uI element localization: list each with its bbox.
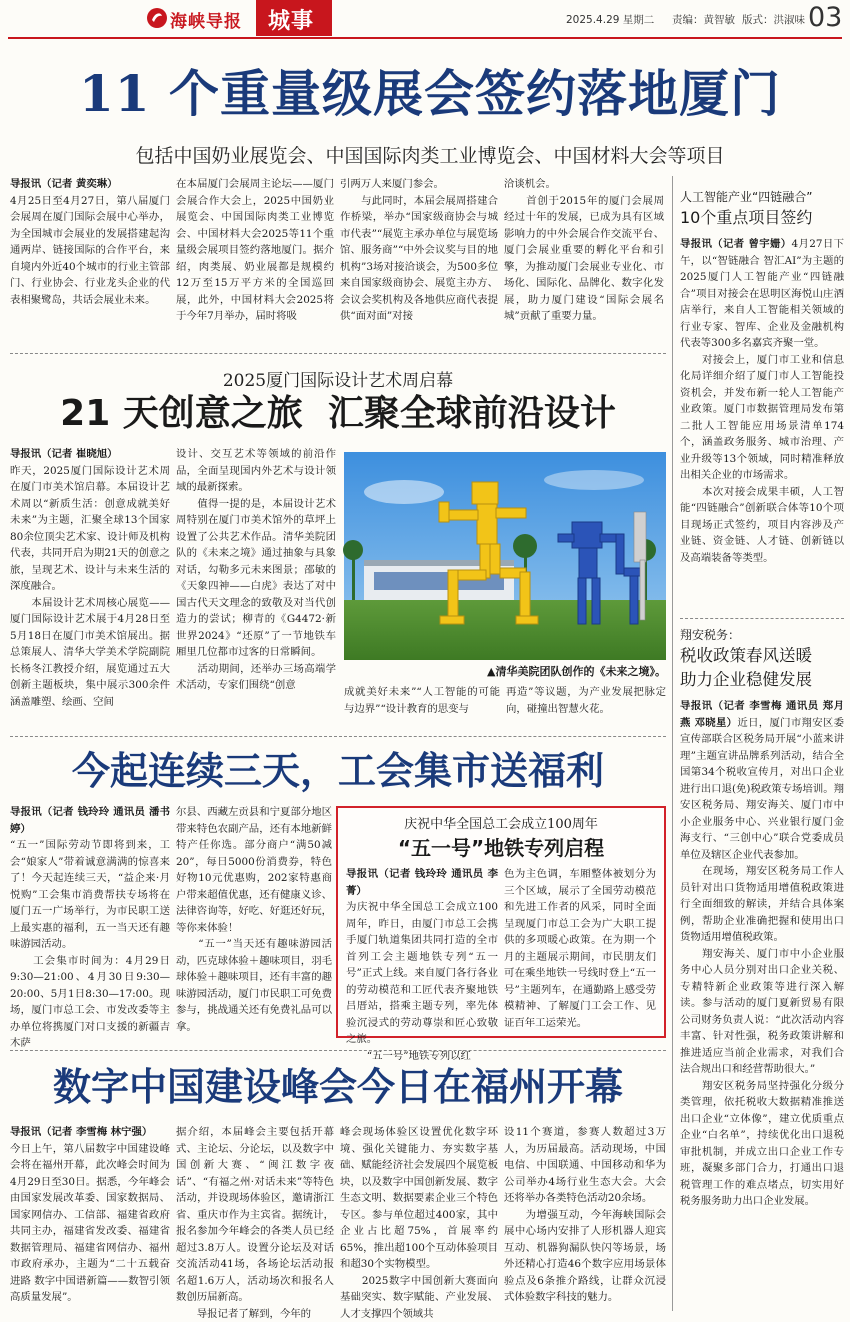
story2-kicker: 2025厦门国际设计艺术周启幕 bbox=[222, 371, 454, 391]
box-kicker: 庆祝中华全国总工会成立100周年 bbox=[404, 817, 598, 832]
sidebar-divider bbox=[672, 176, 673, 1311]
masthead-rule bbox=[8, 37, 842, 39]
box-col2: 色为主色调，车厢整体被划分为三个区域，展示了全国劳动模范和先进工作者的风采，同时全面呈现厦门市总工会为广大职工提供的多项暖心政策。在为期一个月的主题展示期间，市民朋友们可在乘坐地铁一号线时登上“五一号”主题列车，在通勤路上感受劳模精神、了解厦门工会工作、见证百年工运荣光。 bbox=[504, 868, 656, 1029]
sidebar1-headline: 10个重点项目签约 bbox=[680, 208, 813, 227]
sidebar2-headline-1: 税收政策春风送暖 bbox=[680, 646, 812, 665]
sidebar1-kicker: 人工智能产业“四链融合” bbox=[680, 190, 813, 204]
sidebar2-kicker: 翔安税务： bbox=[680, 628, 741, 642]
story1-col4: 洽谈机会。 首创于2015年的厦门会展周经过十年的发展，已成为具有区域影响力的中外会展合作交流平台、厦门会展业重要的孵化平台和引擎，为推动厦门会展业专业化、市场化、国际化、品牌化、数字化发展，助力厦门建设“国际会展名城”贡献了重要力量。 bbox=[504, 178, 664, 322]
story2-col3: 成就美好未来”“人工智能的可能与边界”“设计教育的思变与 bbox=[344, 686, 500, 715]
story3-col2: 尔县、西藏左贡县和宁夏部分地区带来特色农副产品，还有本地新鲜特产任你选。部分商户“满50减20”，每日5000份消费券，特色好物10元优惠购，202家特惠商户带来超值优惠，还有健康义诊、法律咨询等，好吃、好逛还好玩，等你来体验！ “五一”当天还有趣味游园活动，匹克球体验＋趣味项目，羽毛球体验＋趣味项目，还有丰富的趣味游园活动，厦门市民职工可免费参与，挑战通关还有免费礼品可以拿。 bbox=[176, 806, 332, 1033]
story2-headline: 21 天创意之旅 汇聚全球前沿设计 bbox=[60, 393, 616, 434]
story4-col2: 据介绍，本届峰会主要包括开幕式、主论坛、分论坛，以及数字中国创新大赛、“闽江数字夜话”、“有福之州·对话未来”等特色活动，并设现场体验区，邀请浙江省、重庆市作为主宾省。据统计，报名参加今年峰会的各类人员已经超过3.8万人。设置分论坛及对话交流活动41场，各场论坛活动报名超1.6万人，活动场次和报名人数创历届新高。 导报记者了解到，今年的 bbox=[176, 1126, 334, 1320]
story2-col4: 再造”等议题，为产业发展把脉定向，碰撞出智慧火花。 bbox=[506, 686, 666, 715]
story2-col1: 导报讯（记者 崔晓旭） 昨天，2025厦门国际设计艺术周在厦门市美术馆启幕。本届设计艺术周以“新质生活：创意成就美好未来”为主题，汇聚全球13个国家80余位顶尖艺术家、设计师及机构代表，共同开启为期21天的创意之旅，呈现艺术、设计与未来生活的深度融合。 本届设计艺术周核心展览——厦门国际设计艺术展于4月28日至5月18日在厦门市美术馆展出。据总策展人、清华大学美术学院副院长杨冬江教授介绍，展览通过五大创新主题板块，集中展示300余件涵盖雕塑、绘画、空间 bbox=[10, 448, 170, 708]
divider-2 bbox=[10, 736, 666, 737]
box-col1: 导报讯（记者 钱玲玲 通讯员 李菁） 为庆祝中华全国总工会成立100周年，昨日，由厦门市总工会携手厦门轨道集团共同打造的全市首列工会主题地铁专列“五一号”正式上线。来自厦门各行各业的劳动模范和工匠代表齐聚地铁吕厝站，搭乘主题专列，率先体验沉浸式的劳动尊崇和匠心致敬之旅。 “五一号”地铁专列以红 bbox=[346, 868, 498, 1062]
divider-3 bbox=[10, 1050, 666, 1051]
section-tab bbox=[256, 0, 332, 36]
paper-name: 海峡导报 bbox=[170, 12, 242, 32]
story4-col3: 峰会现场体验区设置优化数字环境、强化关键能力、夯实数字基础、赋能经济社会发展四个展览板块，以及数字中国创新发展、数字生态文明、数据要素企业三个特色专区。参与单位超过400家，其中企业占比超75%，首展率约65%，推出超100个互动体验项目和超30个实物模型。 2025数字中国创新大赛面向基础突实、数字赋能、产业发展、人才支撑四个领域共 bbox=[340, 1126, 498, 1320]
union-metro-box bbox=[336, 806, 666, 1062]
sidebar1-body: 导报讯（记者 曾宇姗）4月27日下午，以“智链融合 智汇AI”为主题的2025厦门人工智能产业“四链融合”项目对接会在思明区海悦山庄酒店举行，来自人工智能相关领域的行业专家、智库、企业及金融机构代表等300多名嘉宾齐聚一堂。 对接会上，厦门市工业和信息化局详细介绍了厦门市人工智能投资机会，并发布新一轮人工智能产业政策。厦门市数据管理局发布第二批人工智能应用场景清单174个，涵盖政务服务、城市治理、产业升级等13个领域，同时精准释放出相关企业的市场需求。 本次对接会成果丰硕，人工智能“四链融合”创新联合体等10个项目现场正式签约，项目内容涉及产业链、资金链、人才链、创新链以及高端装备等类型。 bbox=[680, 238, 844, 564]
story3-col1: 导报讯（记者 钱玲玲 通讯员 潘书婷） “五一”国际劳动节即将到来，工会“娘家人”带着诚意满满的惊喜来了！今天起连续三天，“益企来·月悦购”工会集市消费帮扶专场将在厦门五一广场举行，为市民职工送上最实惠的福利，五一当天还有趣味游园活动。 工会集市时间为：4月29日9:30—21:00、4月30日9:30—20:00、5月1日8:30—17:00。现场，厦门市总工会、市发改委等主办单位将携厦门对口支援的新疆吉木萨 bbox=[10, 806, 170, 1049]
story2-byline: 导报讯（记者 崔晓旭） bbox=[10, 448, 118, 460]
sculpture-photo bbox=[344, 452, 666, 660]
story1-byline: 导报讯（记者 黄奕琳） bbox=[10, 178, 118, 190]
story1-col3: 引两万人来厦门参会。 与此同时，本届会展周搭建合作桥梁，举办“国家级商协会与城市代表”“展览主承办单位与展览场馆、服务商”“中外会议奖与目的地机构”3场对接洽谈会，为500多位来自国家级商协会、展览主办方、会议会奖机构及各地供应商代表提供“面对面”对接 bbox=[340, 178, 498, 322]
story4-col1: 导报讯（记者 李雪梅 林宁强） 今日上午，第八届数字中国建设峰会将在福州开幕，此次峰会时间为4月29日至30日。据悉，今年峰会由国家发展改革委、国家数据局、国家网信办、工信部、福建省政府共同主办，福建省发改委、福建省数据管理局、福建省网信办、福州市政府承办，主题为“二十五载奋进路 数字中国谱新篇——数智引领高质量发展”。 bbox=[10, 1126, 170, 1303]
divider-1 bbox=[10, 353, 666, 354]
issue-date: 2025.4.29 星期二 bbox=[566, 14, 655, 26]
sidebar2-headline-2: 助力企业稳健发展 bbox=[680, 670, 812, 689]
sidebar-divider-h bbox=[680, 618, 844, 619]
story1-col2: 在本届厦门会展周主论坛——厦门会展合作大会上，2025中国奶业展览会、中国国际肉类工业博览会、中国材料大会2025等11个重量级会展项目签约落地厦门。据介绍，肉类展、奶业展都是规模约12万至15万平方米的全国巡回展，此外，中国材料大会2025将于今年7月举办，届时将吸 bbox=[176, 178, 334, 322]
photo-caption: ▲清华美院团队创作的《未来之境》。 bbox=[487, 665, 666, 678]
story1-col1: 导报讯（记者 黄奕琳） 4月25日至4月27日，第八届厦门会展周在厦门国际会展中心举办，为全国城市会展业的发展搭建起沟通两岸、链接国际的合作平台，来自境内外近40个城市的行业主管部门、行业协会、行业龙头企业的代表相聚鹭岛，共话会展业未来。 bbox=[10, 178, 170, 306]
editor-credit: 责编：黄智敏 bbox=[672, 14, 735, 26]
story4-headline: 数字中国建设峰会今日在福州开幕 bbox=[52, 1065, 623, 1109]
sculpture-photo-image bbox=[344, 452, 666, 660]
box-headline: “五一号”地铁专列启程 bbox=[397, 836, 605, 860]
page-number: 03 bbox=[808, 2, 843, 33]
layout-credit: 版式：洪淑味 bbox=[742, 14, 805, 26]
story2-col2: 设计、交互艺术等领域的前沿作品，全面呈现国内外艺术与设计领域的最新探索。 值得一提的是，本届设计艺术周特别在厦门市美术馆外的草坪上设置了公共艺术作品。清华美院团队的《未来之境》通过抽象与具象对话，勾勒多元未来图景；邵敏的《天象四神——白虎》表达了对中国古代天文理念的致敬及对当代创造力的尝试；柳青的《G4472·新世界2024》“还原”了一节地铁车厢里几位都市过客的日常瞬间。 活动期间，还举办三场高端学术活动，专家们围绕“创意 bbox=[176, 448, 336, 691]
paper-logo bbox=[146, 5, 256, 31]
box-byline: 导报讯（记者 钱玲玲 通讯员 李菁） bbox=[346, 868, 498, 897]
sidebar1-byline: 导报讯（记者 曾宇姗） bbox=[680, 238, 792, 250]
story1-subhead: 包括中国奶业展览会、中国国际肉类工业博览会、中国材料大会等项目 bbox=[135, 145, 725, 167]
paper-logo-icon bbox=[146, 7, 168, 29]
sidebar2-body: 导报讯（记者 李雪梅 通讯员 郑月燕 邓晓星）近日，厦门市翔安区委宣传部联合区税务局开展“小蓝来讲理”主题宣讲品牌系列活动，结合全国第34个税收宣传月，对出口企业进行出口退(免)税政策专场培训。翔安区税务局、翔安海关、厦门市中小企业服务中心、兴业银行厦门金海支行、“三创中心”联合党委成员单位及辖区企业代表参加。 在现场，翔安区税务局工作人员针对出口货物适用增值税政策进行全面细致的解读，并结合具体案例，帮助企业准确把握和使用出口货物适用增值税政策。 翔安海关、厦门市中小企业服务中心人员分别对出口企业关税、专精特新企业政策等进行深入解读。参与活动的厦门夏新贸易有限公司财务负责人说：“此次活动内容丰富、针对性强，税务政策讲解和推进适应当前企业需求，对我们合法合规出口和经营帮助很大。” 翔安区税务局坚持强化分级分类管理，依托税收大数据精准推送出口企业“立体像”，建立优质重点企业“白名单”，持续优化出口退税审批机制，并成立出口企业工作专班，凝聚多部门合力，打通出口退税管理工作的难点堵点，切实用好税务服务助力出口企业发展。 bbox=[680, 700, 845, 1207]
story3-byline: 导报讯（记者 钱玲玲 通讯员 潘书婷） bbox=[10, 806, 170, 835]
story3-headline: 今起连续三天，工会集市送福利 bbox=[71, 749, 604, 793]
story1-headline: 11 个重量级展会签约落地厦门 bbox=[79, 64, 781, 123]
sidebar2-byline: 导报讯（记者 李雪梅 通讯员 郑月燕 邓晓星） bbox=[680, 700, 844, 729]
story4-col4: 设11个赛道，参赛人数超过3万人，为历届最高。活动现场，中国电信、中国联通、中国移动和华为公司举办4场行业生态大会。大会还将举办各类特色活动20余场。 为增强互动，今年海峡国际会展中心场内安排了人形机器人迎宾互动、机器狗漏队快闪等场景，场外还精心打造46个数字应用场景体验点及6条推介路线，让群众沉浸式体验数字科技的魅力。 bbox=[504, 1126, 666, 1303]
masthead bbox=[0, 0, 850, 38]
section-label: 城事 bbox=[268, 9, 315, 34]
story4-byline: 导报讯（记者 李雪梅 林宁强） bbox=[10, 1126, 153, 1138]
